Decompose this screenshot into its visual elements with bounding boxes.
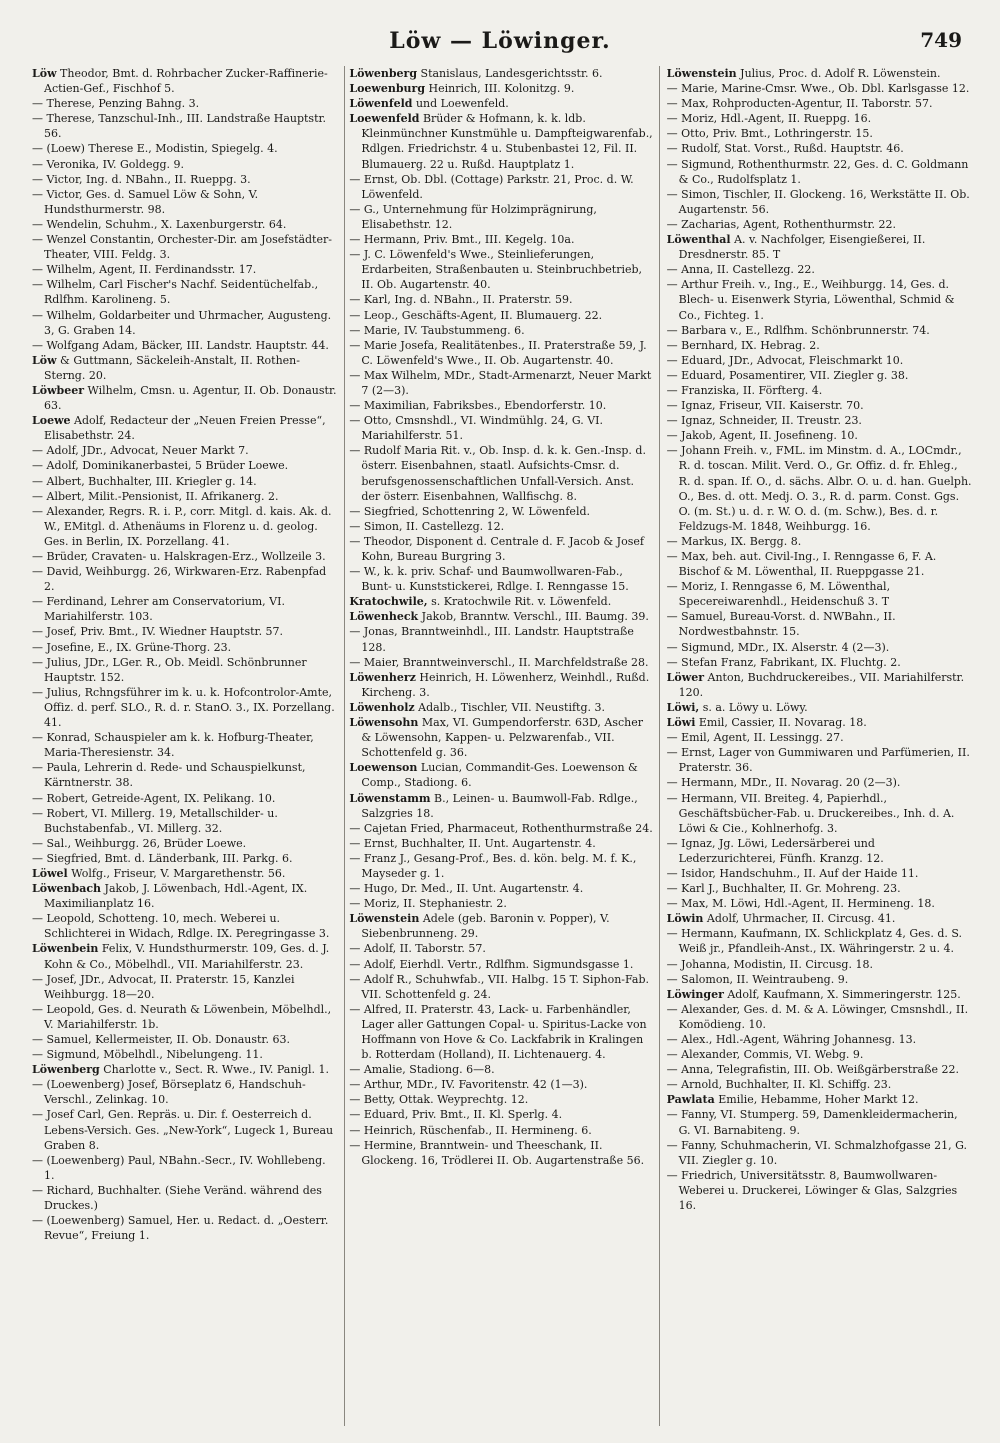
directory-entry: — Arnold, Buchhalter, II. Kl. Schiffg. 23.	[666, 1078, 892, 1092]
directory-entry: Löwenbein Felix, V. Hundsthurmerstr. 109, Ges. d. J. Kohn & Co., Möbelhdl., VII. Mariahilferstr. 23.	[32, 942, 330, 971]
directory-entry: — Arthur, MDr., IV. Favoritenstr. 42 (1—3).	[349, 1078, 588, 1092]
directory-entry: Loewe Adolf, Redacteur der „Neuen Freien Presse“, Elisabethstr. 24.	[32, 414, 326, 443]
directory-entry: — Ernst, Lager von Gummiwaren und Parfümerien, II. Praterstr. 36.	[666, 746, 970, 775]
directory-entry: — Arthur Freih. v., Ing., E., Weihburgg. 14, Ges. d. Blech- u. Eisenwerk Styria, Löwenthal, Schmid & Co., Fichteg. 1.	[666, 278, 955, 322]
directory-entry: — Eduard, JDr., Advocat, Fleischmarkt 10.	[666, 353, 904, 367]
directory-entry: — Anna, Telegrafistin, III. Ob. Weißgärberstraße 22.	[666, 1063, 959, 1077]
directory-entry: — Maier, Branntweinverschl., II. Marchfeldstraße 28.	[349, 655, 649, 669]
directory-entry: — Maximilian, Fabriksbes., Ebendorferstr. 10.	[349, 399, 607, 413]
directory-entry: — Marie, Marine-Cmsr. Wwe., Ob. Dbl. Karlsgasse 12.	[666, 82, 970, 96]
directory-entry: — Jakob, Agent, II. Josefineng. 10.	[666, 429, 858, 443]
directory-entry: Löwbeer Wilhelm, Cmsn. u. Agentur, II. Ob. Donaustr. 63.	[32, 383, 337, 413]
directory-entry: — Emil, Agent, II. Lessingg. 27.	[666, 731, 844, 745]
directory-entry: Löwenheck Jakob, Branntw. Verschl., III. Baumg. 39.	[349, 610, 649, 624]
directory-entry: — (Loewenberg) Samuel, Her. u. Redact. d. „Oesterr. Revue“, Freiung 1.	[32, 1214, 329, 1243]
directory-entry: — Rudolf Maria Rit. v., Ob. Insp. d. k. k. Gen.-Insp. d. österr. Eisenbahnen, staatl. Aufsichts-Cmsr. d. berufsgenossenschaftlichen Unfall-Versich. Anst. der österr. Eisenbahnen, Wallfischg. 8.	[349, 444, 646, 503]
directory-entry: — Salomon, II. Weintraubeng. 9.	[666, 972, 849, 986]
directory-entry: — Hermine, Branntwein- und Theeschank, II. Glockeng. 16, Trödlerei II. Ob. Augartenstraße 56.	[349, 1138, 645, 1167]
directory-entry: Löwenholz Adalb., Tischler, VII. Neustiftg. 3.	[349, 700, 605, 714]
directory-entry: — Otto, Priv. Bmt., Lothringerstr. 15.	[666, 127, 873, 141]
directory-entry: — Victor, Ing. d. NBahn., II. Rueppg. 3.	[32, 172, 251, 186]
directory-entry: — Robert, Getreide-Agent, IX. Pelikang. 10.	[32, 791, 276, 805]
directory-entry: — Johanna, Modistin, II. Circusg. 18.	[666, 957, 873, 971]
directory-entry: — (Loewenberg) Paul, NBahn.-Secr., IV. Wohllebeng. 1.	[32, 1153, 326, 1182]
directory-entry: — David, Weihburgg. 26, Wirkwaren-Erz. Rabenpfad 2.	[32, 565, 327, 594]
directory-entry: Löwenherz Heinrich, H. Löwenherz, Weinhdl., Rußd. Kircheng. 3.	[349, 670, 650, 699]
page-number: 749	[920, 28, 962, 52]
directory-entry: — Julius, Rchngsführer im k. u. k. Hofcontrolor-Amte, Offiz. d. perf. SLO., R. d. r. StanO. 3., IX. Porzellang. 41.	[32, 685, 335, 730]
directory-entry: Loewenson Lucian, Commandit-Ges. Loewenson & Comp., Stadiong. 6.	[349, 761, 638, 790]
directory-entry: Löwenbach Jakob, J. Löwenbach, Hdl.-Agent, IX. Maximilianplatz 16.	[32, 882, 308, 911]
directory-entry: Löwin Adolf, Uhrmacher, II. Circusg. 41.	[666, 912, 896, 926]
directory-entry: Löwel Wolfg., Friseur, V. Margarethenstr. 56.	[32, 866, 286, 880]
directory-entry: Löwensohn Max, VI. Gumpendorferstr. 63D, Ascher & Löwensohn, Kappen- u. Pelzwarenfab., VII. Schottenfeld g. 36.	[349, 716, 644, 760]
directory-entry: — Albert, Milit.-Pensionist, II. Afrikanerg. 2.	[32, 489, 279, 503]
column-left	[32, 66, 337, 1426]
directory-entry: — Adolf R., Schuhwfab., VII. Halbg. 15 T. Siphon-Fab. VII. Schottenfeld g. 24.	[349, 972, 649, 1001]
directory-entry: — Ernst, Buchhalter, II. Unt. Augartenstr. 4.	[349, 836, 596, 850]
directory-entry: — Simon, II. Castellezg. 12.	[349, 519, 505, 533]
directory-entry: — Ignaz, Schneider, II. Treustr. 23.	[666, 414, 862, 428]
columns	[32, 66, 972, 1426]
directory-entry: — Leopold, Schotteng. 10, mech. Weberei u. Schlichterei in Widach, Rdlge. IX. Peregringasse 3.	[32, 912, 330, 941]
directory-entry: — Simon, Tischler, II. Glockeng. 16, Werkstätte II. Ob. Augartenstr. 56.	[666, 187, 970, 216]
directory-entry: — W., k. k. priv. Schaf- und Baumwollwaren-Fab., Bunt- u. Kunststickerei, Rdlge. I. Renngasse 15.	[349, 565, 629, 594]
directory-entry: — Friedrich, Universitätsstr. 8, Baumwollwaren-Weberei u. Druckerei, Löwinger & Glas, Salzgries 16.	[666, 1168, 958, 1213]
directory-entry: — Alex., Hdl.-Agent, Währing Johannesg. 13.	[666, 1033, 917, 1046]
directory-entry: — Stefan Franz, Fabrikant, IX. Fluchtg. 2.	[666, 655, 901, 669]
directory-entry: — Hermann, Kaufmann, IX. Schlickplatz 4, Ges. d. S. Weiß jr., Pfandleih-Anst., IX. Währingerstr. 2 u. 4.	[666, 927, 962, 956]
directory-entry: Löw Theodor, Bmt. d. Rohrbacher Zucker-Raffinerie-Actien-Gef., Fischhof 5.	[32, 67, 328, 96]
directory-entry: — Alexander, Regrs. R. i. P., corr. Mitgl. d. kais. Ak. d. W., EMitgl. d. Athenäums in Florenz u. d. geolog. Ges. in Berlin, IX. Porzellang. 41.	[32, 504, 332, 548]
directory-entry: — Eduard, Posamentirer, VII. Ziegler g. 38.	[666, 368, 909, 382]
directory-entry: — J. C. Löwenfeld's Wwe., Steinlieferungen, Erdarbeiten, Straßenbauten u. Steinbruchbetrieb, II. Ob. Augartenstr. 40.	[349, 248, 643, 292]
directory-entry: — Max Wilhelm, MDr., Stadt-Armenarzt, Neuer Markt 7 (2—3).	[349, 368, 652, 397]
directory-entry: — Wilhelm, Agent, II. Ferdinandsstr. 17.	[32, 263, 257, 277]
directory-entry: — Max, M. Löwi, Hdl.-Agent, II. Hermineng. 18.	[666, 897, 935, 911]
directory-entry: — Ernst, Ob. Dbl. (Cottage) Parkstr. 21, Proc. d. W. Löwenfeld.	[349, 172, 634, 201]
directory-entry: Löwenberg Charlotte v., Sect. R. Wwe., IV. Panigl. 1.	[32, 1063, 330, 1077]
directory-entry: — Samuel, Bureau-Vorst. d. NWBahn., II. Nordwestbahnstr. 15.	[666, 610, 896, 639]
directory-entry: — Hugo, Dr. Med., II. Unt. Augartenstr. 4.	[349, 882, 584, 896]
directory-entry: — Alexander, Commis, VI. Webg. 9.	[666, 1048, 864, 1062]
directory-entry: Löwer Anton, Buchdruckereibes., VII. Mariahilferstr. 120.	[666, 670, 965, 699]
directory-entry: — Johann Freih. v., FML. im Minstm. d. A., LOCmdr., R. d. toscan. Milit. Verd. O., Gr. Offiz. d. fr. Ehleg., R. d. span. If. O., d. sächs. Albr. O. u. d. han. Guelph. O., Bes. d. ott. Medj. O. 3., R. d. parm. Const. Ggs. O. (m. St.) u. d. r. W. O. d. (m. Schw.), Bes. d. r. Feldzugs-M. 1848, Weihburgg. 16.	[666, 444, 972, 533]
directory-entry: — Moriz, Hdl.-Agent, II. Rueppg. 16.	[666, 112, 872, 126]
directory-entry: Löwenthal A. v. Nachfolger, Eisengießerei, II. Dresdnerstr. 85. T	[666, 233, 926, 262]
directory-entry: — Otto, Cmsnshdl., VI. Windmühlg. 24, G. VI. Mariahilferstr. 51.	[349, 414, 604, 443]
directory-entry: Löwi, s. a. Löwy u. Löwy.	[666, 700, 808, 714]
directory-entry: Loewenfeld Brüder & Hofmann, k. k. ldb. Kleinmünchner Kunstmühle u. Dampfteigwarenfab., Rdlgen. Friedrichstr. 4 u. Stubenbastei 12, Fil. II. Blumauerg. 22 u. Rußd. Hauptplatz 1.	[349, 112, 653, 171]
directory-entry: — Adolf, Eierhdl. Vertr., Rdlfhm. Sigmundsgasse 1.	[349, 957, 634, 971]
directory-entry: — Franziska, II. Förfterg. 4.	[666, 383, 823, 397]
directory-entry: — Moriz, II. Stephaniestr. 2.	[349, 897, 507, 911]
directory-entry: Löw & Guttmann, Säckeleih-Anstalt, II. Rothen-Sterng. 20.	[32, 353, 300, 382]
directory-entry: Löwi Emil, Cassier, II. Novarag. 18.	[666, 716, 867, 730]
directory-entry: — Anna, II. Castellezg. 22.	[666, 263, 815, 277]
directory-entry: — Wilhelm, Goldarbeiter und Uhrmacher, Augusteng. 3, G. Graben 14.	[32, 308, 332, 337]
directory-entry: — Richard, Buchhalter. (Siehe Veränd. während des Druckes.)	[32, 1183, 322, 1213]
directory-entry: — Leop., Geschäfts-Agent, II. Blumauerg. 22.	[349, 308, 603, 322]
directory-entry: — Karl, Ing. d. NBahn., II. Praterstr. 59.	[349, 293, 573, 307]
directory-entry: — Siegfried, Schottenring 2, W. Löwenfeld.	[349, 504, 591, 518]
directory-entry: — Amalie, Stadiong. 6—8.	[349, 1063, 495, 1077]
directory-entry: Loewenburg Heinrich, III. Kolonitzg. 9.	[349, 82, 575, 96]
directory-entry: — Sigmund, MDr., IX. Alserstr. 4 (2—3).	[666, 640, 890, 654]
directory-entry: — Adolf, JDr., Advocat, Neuer Markt 7.	[32, 444, 249, 458]
directory-entry: — Hermann, MDr., II. Novarag. 20 (2—3).	[666, 776, 901, 790]
directory-entry: — Isidor, Handschuhm., II. Auf der Haide 11.	[666, 866, 919, 880]
directory-entry: — Sigmund, Rothenthurmstr. 22, Ges. d. C. Goldmann & Co., Rudolfsplatz 1.	[666, 157, 969, 186]
directory-entry: — Max, beh. aut. Civil-Ing., I. Renngasse 6, F. A. Bischof & M. Löwenthal, II. Rueppgasse 21.	[666, 550, 937, 579]
directory-entry: — Adolf, II. Taborstr. 57.	[349, 942, 486, 956]
column-right	[667, 66, 972, 1426]
directory-entry: — Wenzel Constantin, Orchester-Dir. am Josefstädter-Theater, VIII. Feldg. 3.	[32, 233, 332, 262]
directory-entry: — (Loew) Therese E., Modistin, Spiegelg. 4.	[32, 142, 278, 156]
directory-entry: — Brüder, Cravaten- u. Halskragen-Erz., Wollzeile 3.	[32, 550, 326, 563]
directory-entry: — Josefine, E., IX. Grüne-Thorg. 23.	[32, 640, 232, 654]
directory-entry: — Ignaz, Jg. Löwi, Ledersärberei und Lederzurichterei, Fünfh. Kranzg. 12.	[666, 836, 884, 865]
directory-entry: — Josef, JDr., Advocat, II. Praterstr. 15, Kanzlei Weihburgg. 18—20.	[32, 972, 295, 1001]
directory-entry: — Theodor, Disponent d. Centrale d. F. Jacob & Josef Kohn, Bureau Burgring 3.	[349, 534, 644, 563]
directory-entry: — Cajetan Fried, Pharmaceut, Rothenthurmstraße 24.	[349, 821, 653, 835]
directory-entry: — Veronika, IV. Goldegg. 9.	[32, 157, 185, 171]
directory-entry: — Victor, Ges. d. Samuel Löw & Sohn, V. Hundsthurmerstr. 98.	[32, 187, 259, 216]
directory-entry: — Karl J., Buchhalter, II. Gr. Mohreng. 23.	[666, 882, 901, 896]
directory-entry: — Josef Carl, Gen. Repräs. u. Dir. f. Oesterreich d. Lebens-Versich. Ges. „New-York“, Lugeck 1, Bureau Graben 8.	[32, 1108, 334, 1152]
directory-entry: — Marie Josefa, Realitätenbes., II. Praterstraße 59, J. C. Löwenfeld's Wwe., II. Ob. Augartenstr. 40.	[349, 338, 647, 367]
directory-entry: — Paula, Lehrerin d. Rede- und Schauspielkunst, Kärntnerstr. 38.	[32, 761, 306, 790]
directory-entry: — Heinrich, Rüschenfab., II. Hermineng. 6.	[349, 1123, 592, 1137]
directory-entry: — Barbara v., E., Rdlfhm. Schönbrunnerstr. 74.	[666, 323, 930, 337]
directory-entry: Löwinger Adolf, Kaufmann, X. Simmeringerstr. 125.	[666, 987, 961, 1001]
directory-entry: — Leopold, Ges. d. Neurath & Löwenbein, Möbelhdl., V. Mariahilferstr. 1b.	[32, 1002, 332, 1031]
directory-entry: — Julius, JDr., LGer. R., Ob. Meidl. Schönbrunner Hauptstr. 152.	[32, 655, 307, 684]
directory-entry: — Hermann, Priv. Bmt., III. Kegelg. 10a.	[349, 233, 575, 247]
directory-entry: Löwenberg Stanislaus, Landesgerichtsstr. 6.	[349, 67, 603, 80]
directory-entry: — Zacharias, Agent, Rothenthurmstr. 22.	[666, 217, 897, 231]
directory-entry: — Ferdinand, Lehrer am Conservatorium, VI. Mariahilferstr. 103.	[32, 595, 285, 624]
directory-entry: — Betty, Ottak. Weyprechtg. 12.	[349, 1093, 529, 1107]
column-middle	[344, 66, 659, 1426]
directory-entry: — Marie, IV. Taubstummeng. 6.	[349, 323, 525, 337]
directory-entry: — Fanny, Schuhmacherin, VI. Schmalzhofgasse 21, G. VII. Ziegler g. 10.	[666, 1138, 967, 1167]
directory-entry: Löwenfeld und Loewenfeld.	[349, 97, 509, 111]
directory-entry: — Sal., Weihburgg. 26, Brüder Loewe.	[32, 836, 247, 850]
directory-entry: — Jonas, Branntweinhdl., III. Landstr. Hauptstraße 128.	[349, 625, 634, 654]
directory-entry: — Therese, Penzing Bahng. 3.	[32, 97, 200, 111]
directory-entry: Löwenstamm B., Leinen- u. Baumwoll-Fab. Rdlge., Salzgries 18.	[349, 791, 638, 820]
directory-entry: — Wilhelm, Carl Fischer's Nachf. Seidentüchelfab., Rdlfhm. Karolineng. 5.	[32, 278, 319, 307]
directory-entry: — Adolf, Dominikanerbastei, 5 Brüder Loewe.	[32, 459, 289, 473]
directory-entry: — (Loewenberg) Josef, Börseplatz 6, Handschuh-Verschl., Zelinkag. 10.	[32, 1078, 306, 1107]
directory-entry: — Eduard, Priv. Bmt., II. Kl. Sperlg. 4.	[349, 1108, 563, 1122]
page-title: Löw — Löwinger.	[389, 28, 611, 54]
directory-entry: — Alexander, Ges. d. M. & A. Löwinger, Cmsnshdl., II. Komödieng. 10.	[666, 1002, 969, 1031]
directory-entry: — Bernhard, IX. Hebrag. 2.	[666, 338, 820, 352]
directory-entry: — Wendelin, Schuhm., X. Laxenburgerstr. 64.	[32, 217, 287, 231]
directory-entry: — Max, Rohproducten-Agentur, II. Taborstr. 57.	[666, 97, 933, 111]
directory-entry: — G., Unternehmung für Holzimprägnirung, Elisabethstr. 12.	[349, 202, 597, 231]
directory-entry: — Alfred, II. Praterstr. 43, Lack- u. Farbenhändler, Lager aller Gattungen Copal- u. Spiritus-Lacke von Hoffmann von Hove & Co. Lackfabrik in Kralingen b. Rotterdam (Holland), II. Lichtenauerg. 4.	[349, 1002, 647, 1062]
directory-entry: Löwenstein Adele (geb. Baronin v. Popper), V. Siebenbrunneng. 29.	[349, 912, 610, 941]
directory-entry: Pawlata Emilie, Hebamme, Hoher Markt 12.	[666, 1093, 919, 1107]
directory-entry: — Sigmund, Möbelhdl., Nibelungeng. 11.	[32, 1048, 263, 1062]
directory-entry: — Therese, Tanzschul-Inh., III. Landstraße Hauptstr. 56.	[32, 112, 327, 141]
directory-entry: — Albert, Buchhalter, III. Kriegler g. 14.	[32, 474, 257, 488]
directory-entry: — Samuel, Kellermeister, II. Ob. Donaustr. 63.	[32, 1033, 290, 1046]
directory-entry: — Hermann, VII. Breiteg. 4, Papierhdl., Geschäftsbücher-Fab. u. Druckereibes., Inh. d. A. Löwi & Cie., Kohlnerhofg. 3.	[666, 791, 955, 835]
directory-entry: — Siegfried, Bmt. d. Länderbank, III. Parkg. 6.	[32, 851, 293, 865]
directory-entry: — Franz J., Gesang-Prof., Bes. d. kön. belg. M. f. K., Mayseder g. 1.	[349, 851, 637, 880]
directory-entry: — Robert, VI. Millerg. 19, Metallschilder- u. Buchstabenfab., VI. Millerg. 32.	[32, 806, 278, 835]
directory-entry: Kratochwile, s. Kratochwile Rit. v. Löwenfeld.	[349, 595, 612, 609]
directory-entry: — Moriz, I. Renngasse 6, M. Löwenthal, Specereiwarenhdl., Heidenschuß 3. T	[666, 580, 891, 609]
directory-entry: — Wolfgang Adam, Bäcker, III. Landstr. Hauptstr. 44.	[32, 338, 329, 352]
directory-entry: Löwenstein Julius, Proc. d. Adolf R. Löwenstein.	[666, 67, 941, 80]
directory-entry: — Ignaz, Friseur, VII. Kaiserstr. 70.	[666, 399, 864, 413]
directory-entry: — Rudolf, Stat. Vorst., Rußd. Hauptstr. 46.	[666, 142, 904, 156]
directory-entry: — Josef, Priv. Bmt., IV. Wiedner Hauptstr. 57.	[32, 625, 284, 639]
directory-entry: — Fanny, VI. Stumperg. 59, Damenkleidermacherin, G. VI. Barnabiteng. 9.	[666, 1108, 958, 1137]
directory-entry: — Markus, IX. Bergg. 8.	[666, 534, 802, 548]
directory-entry: — Konrad, Schauspieler am k. k. Hofburg-Theater, Maria-Theresienstr. 34.	[32, 731, 314, 760]
